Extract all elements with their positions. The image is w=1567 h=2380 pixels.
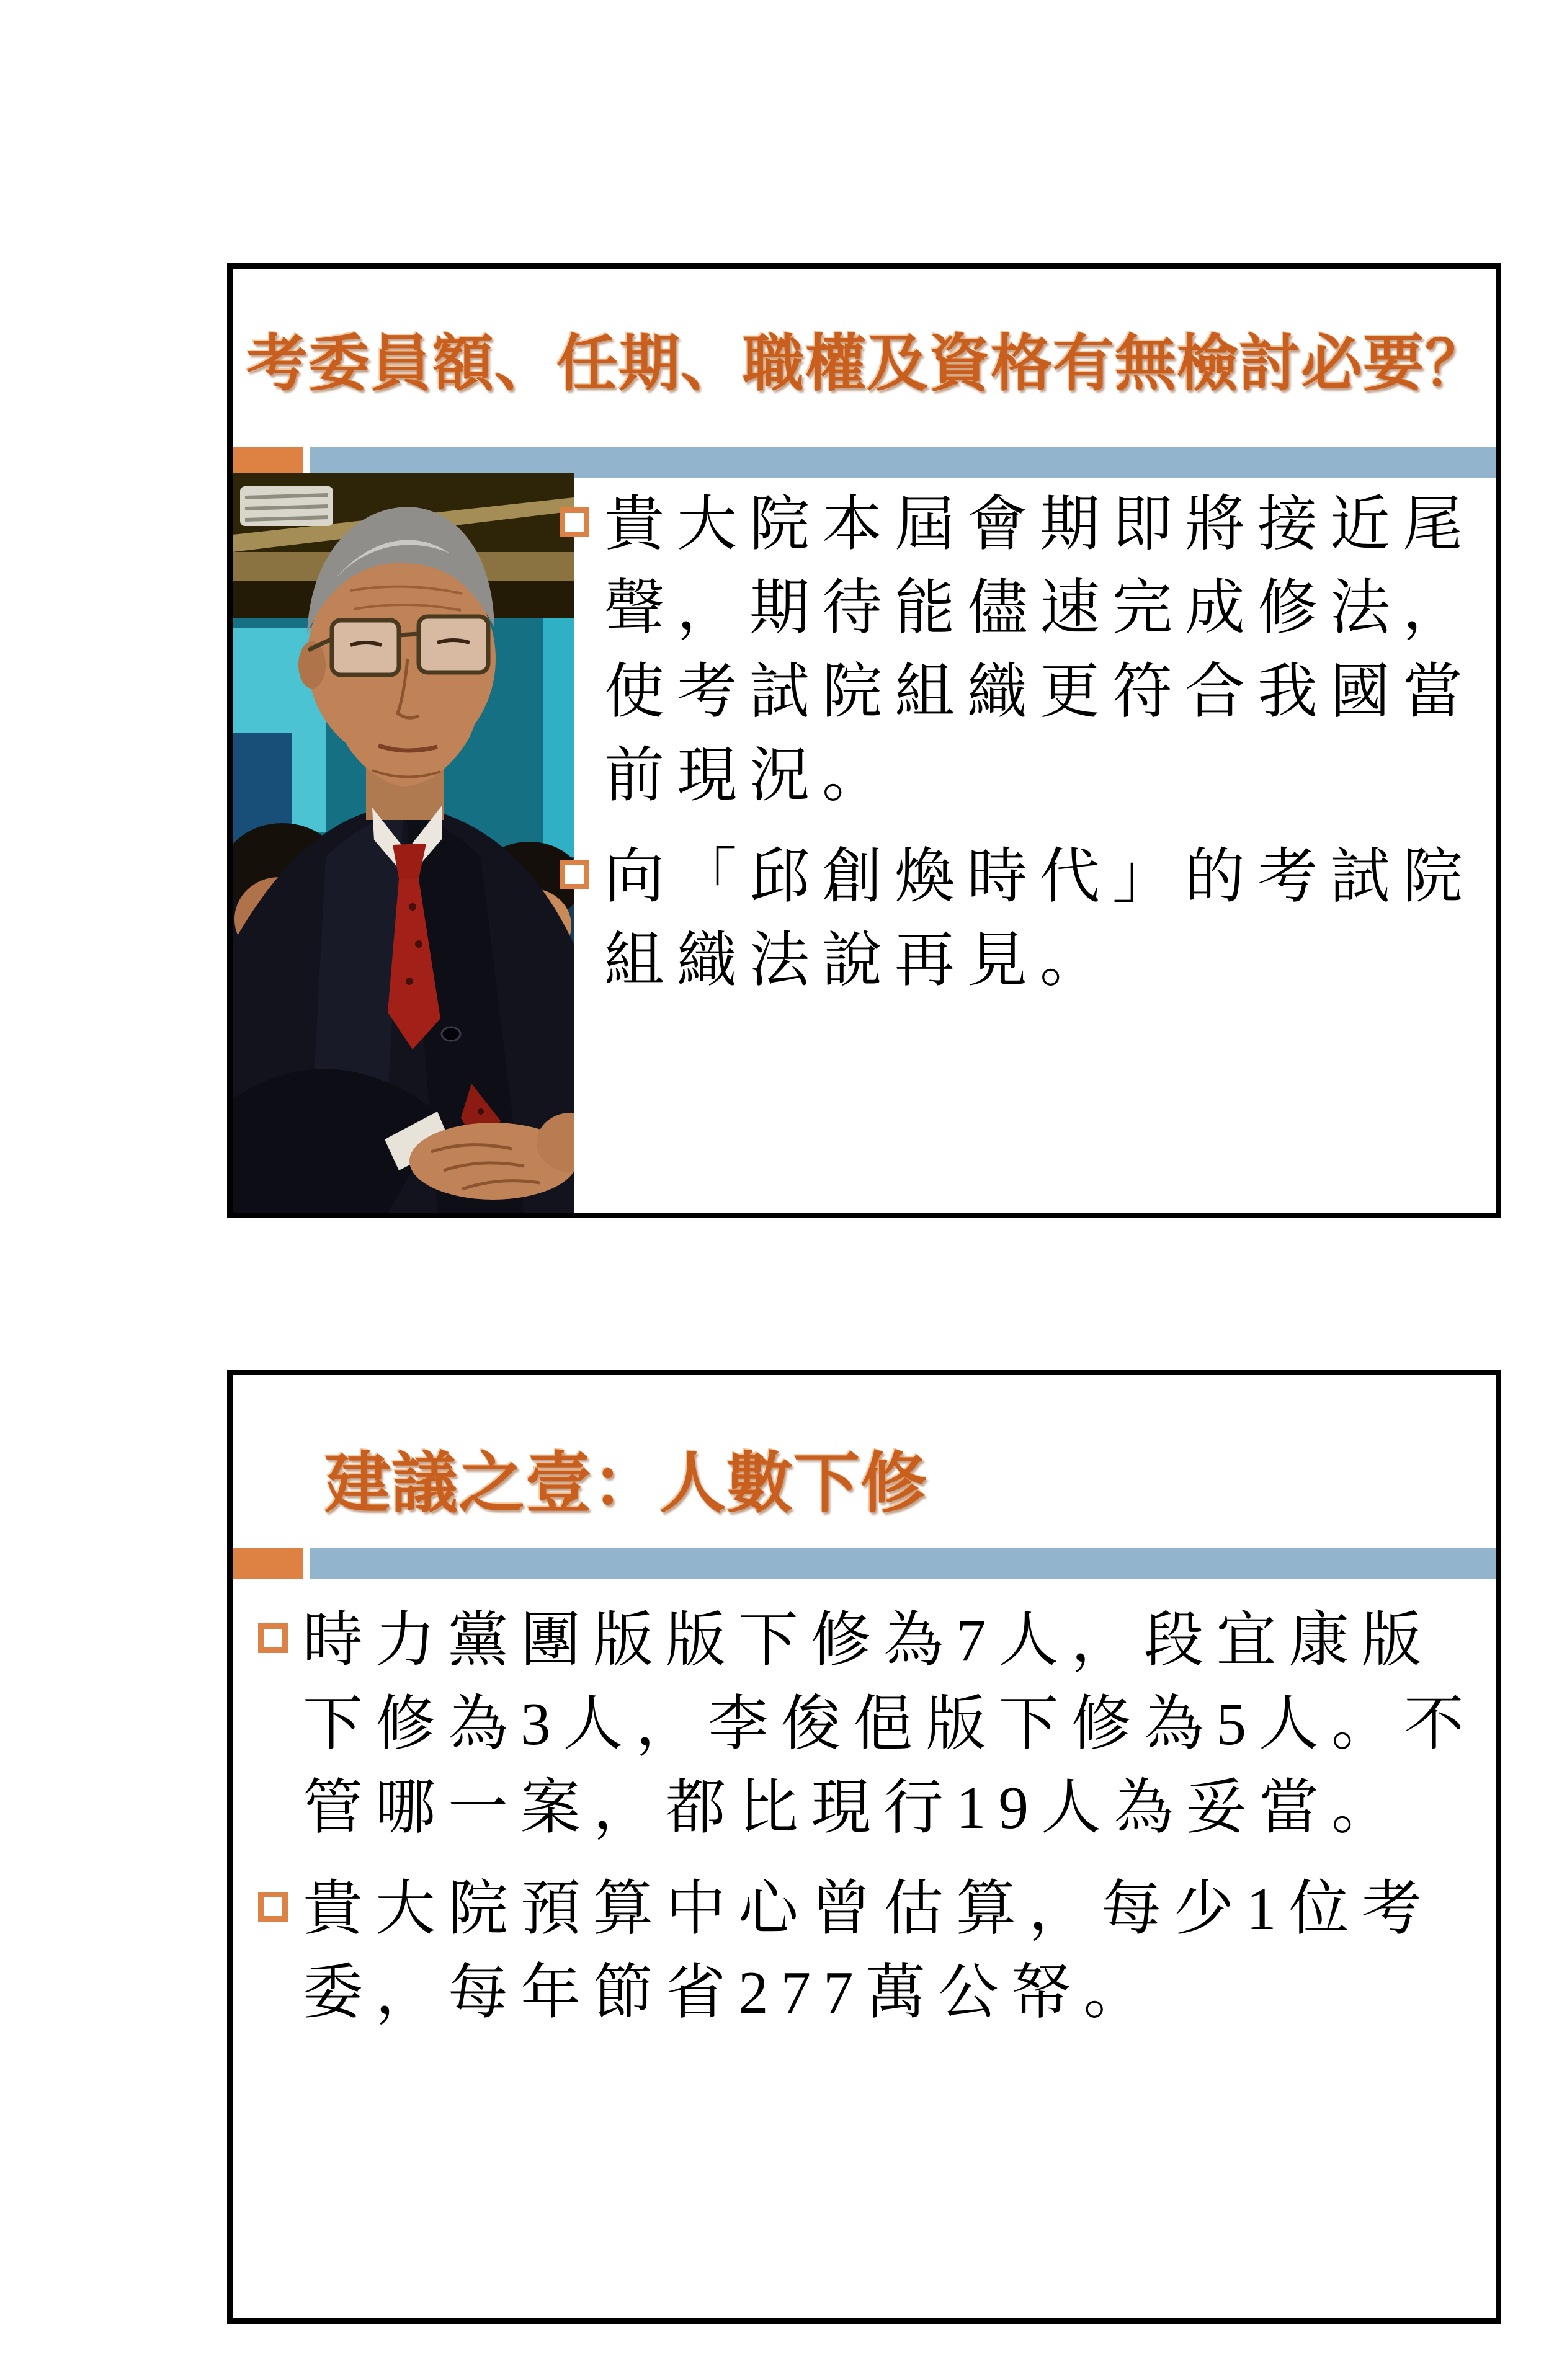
accent-bar-orange-block xyxy=(233,1548,303,1579)
accent-bar xyxy=(233,1548,1496,1579)
slide-2-title: 建議之壹：人數下修 xyxy=(324,1446,928,1520)
bullet-item xyxy=(258,1867,1485,2035)
slide-2 xyxy=(227,1370,1501,2324)
slide-1 xyxy=(227,263,1501,1218)
bullet-text: 貴大院本屆會期即將接近尾聲，期待能儘速完成修法，使考試院組織更符合我國當前現況。 xyxy=(604,491,1475,809)
bullet-square-icon xyxy=(560,507,589,537)
bullet-item xyxy=(258,1598,1485,1850)
bullet-square-icon xyxy=(560,860,589,889)
bullet-item xyxy=(560,835,1490,1002)
portrait-photo xyxy=(233,473,574,1213)
bullet-text: 貴大院預算中心曾估算，每少1位考委，每年節省277萬公帑。 xyxy=(303,1876,1434,2026)
bullet-square-icon xyxy=(258,1892,288,1922)
slide-1-content xyxy=(233,269,1496,1213)
slide-1-bullet-list xyxy=(560,483,1490,1020)
bullet-text: 時力黨團版版下修為7人，段宜康版下修為3人，李俊俋版下修為5人。不管哪一案，都比現行19人為妥當。 xyxy=(303,1607,1476,1841)
accent-bar-blue-block xyxy=(310,1548,1496,1579)
bullet-square-icon xyxy=(258,1623,288,1653)
bullet-item xyxy=(560,483,1490,818)
slide-1-title: 考委員額、任期、職權及資格有無檢討必要？ xyxy=(246,329,1487,398)
slide-2-content xyxy=(233,1375,1496,2318)
bullet-text: 向「邱創煥時代」的考試院組織法說再見。 xyxy=(604,844,1475,994)
slide-2-bullet-list xyxy=(258,1598,1485,2052)
